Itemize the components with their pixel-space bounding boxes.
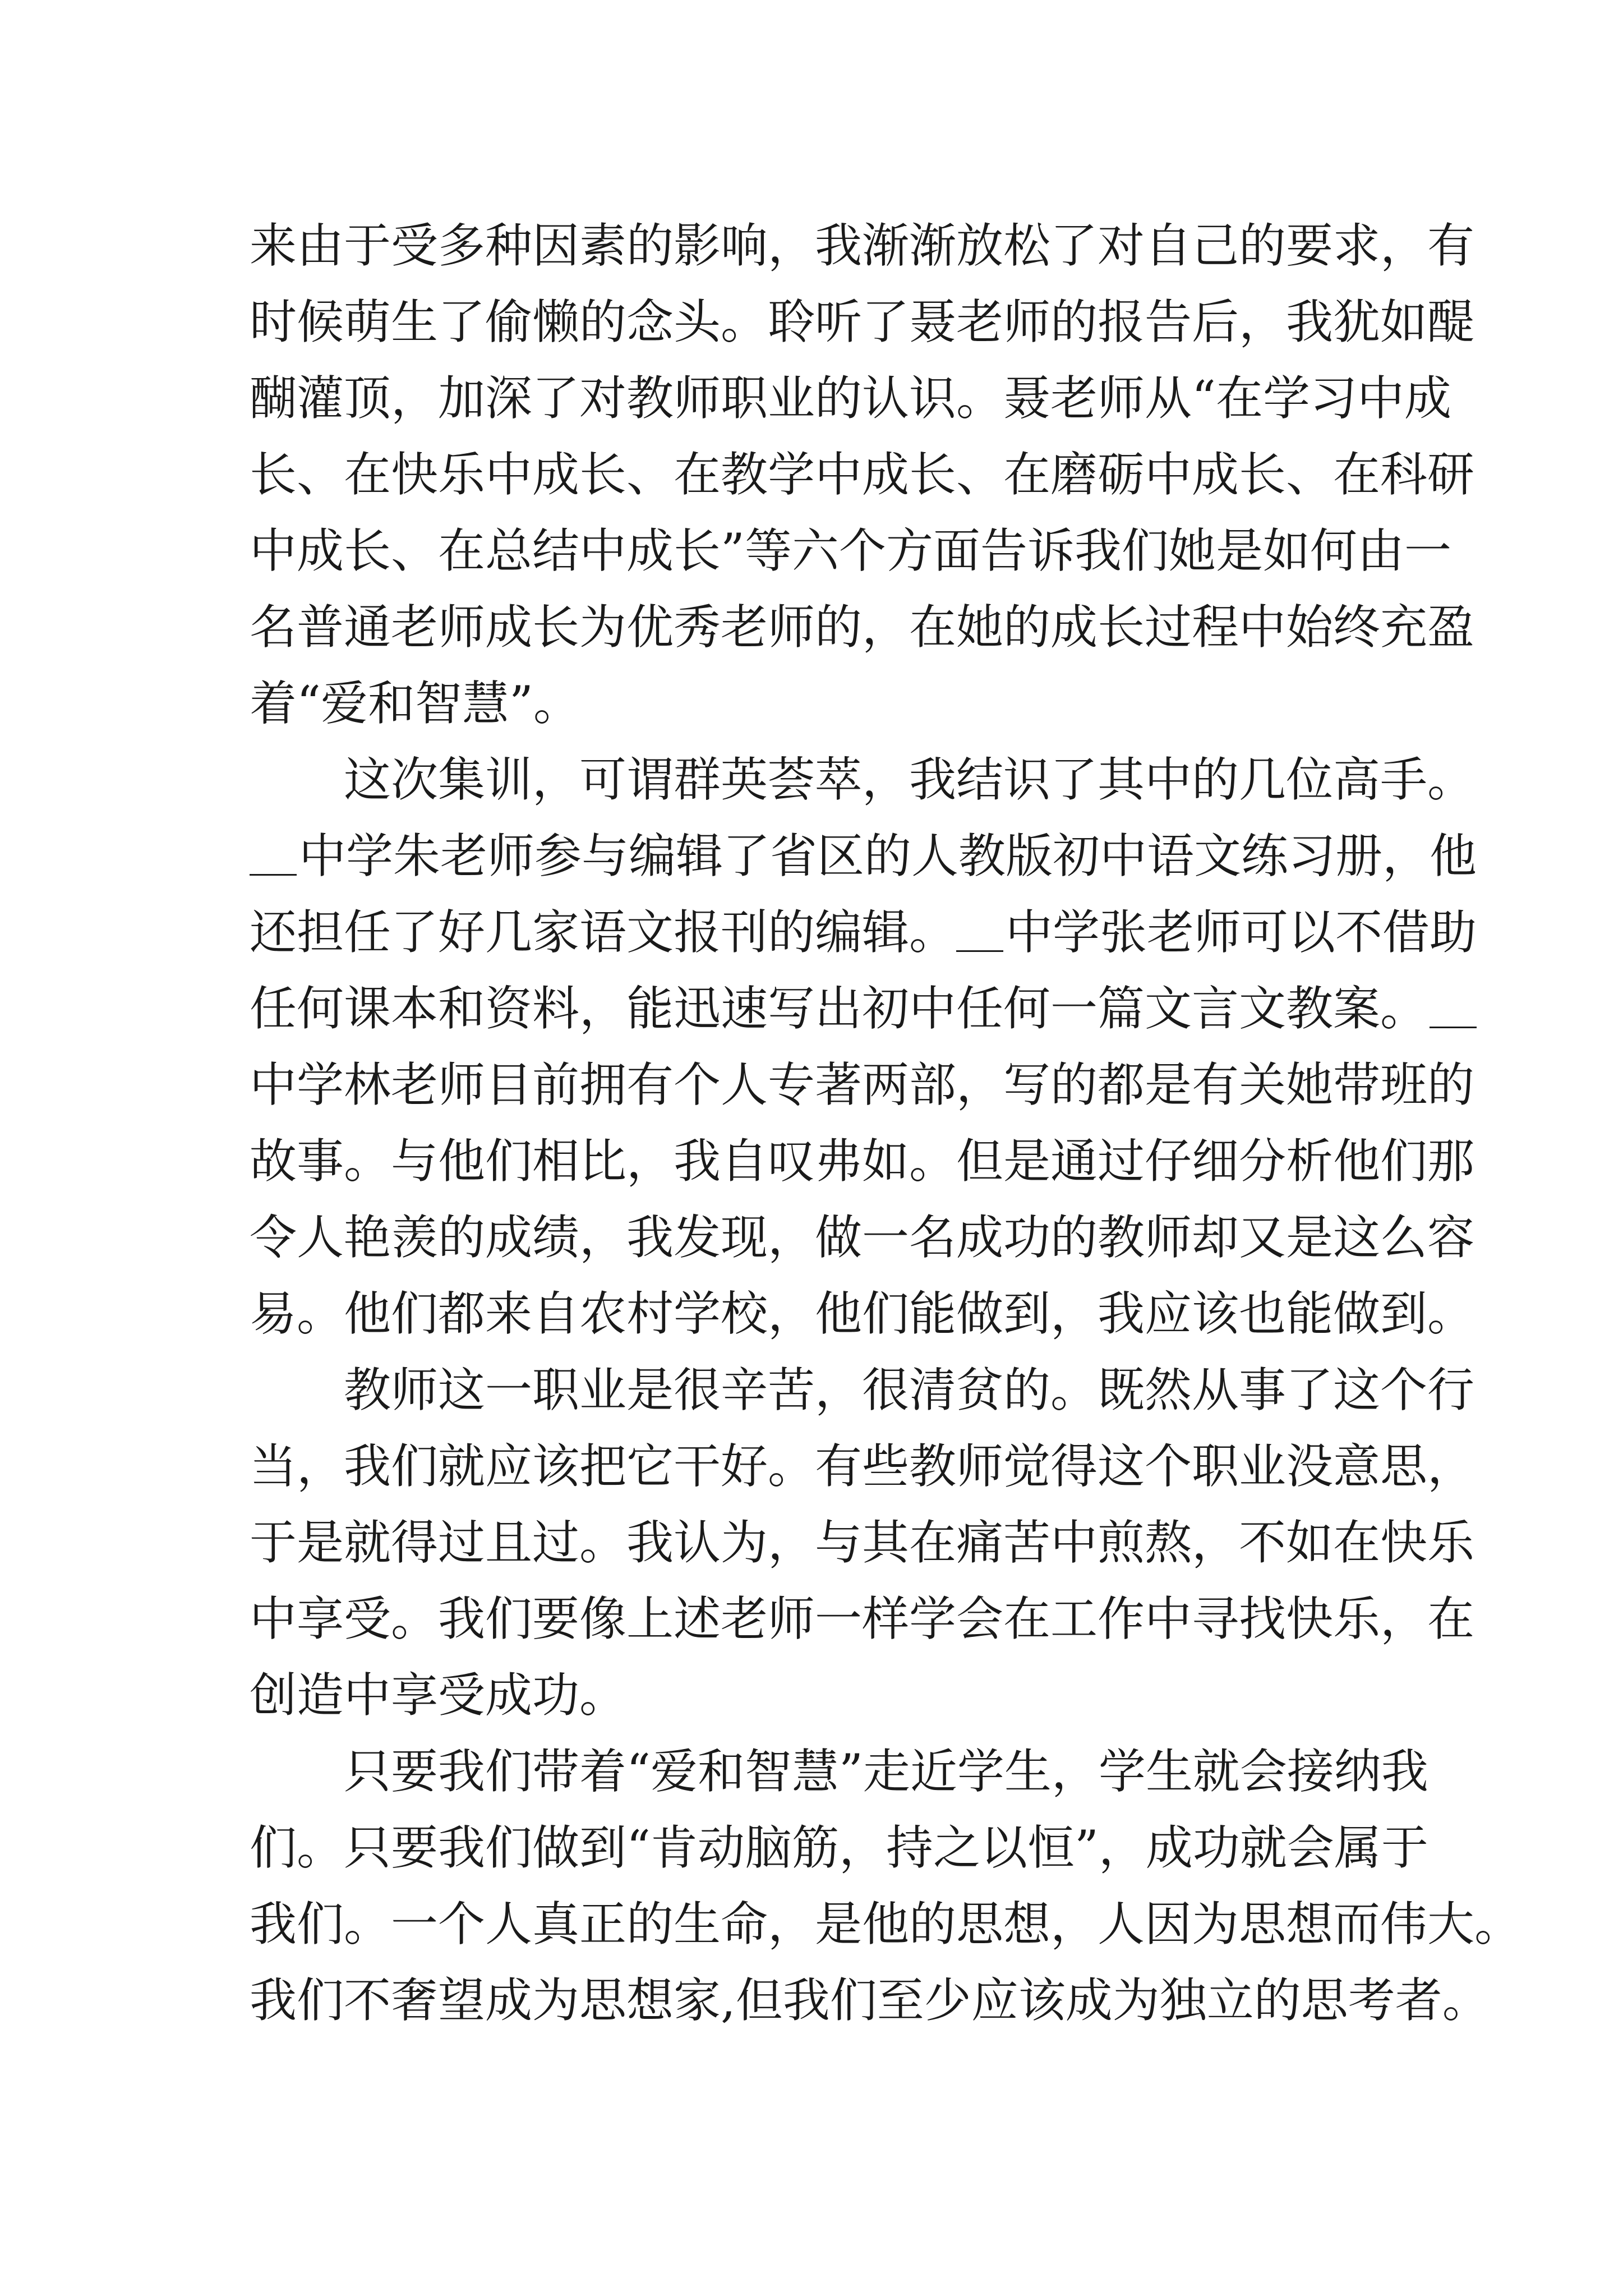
text-line: 这次集训，可谓群英荟萃，我结识了其中的几位高手。 [344,752,1475,807]
fill-in-blank [1430,979,1477,1028]
text-line: 醐灌顶，加深了对教师职业的认识。聂老师从“在学习中成 [250,371,1451,426]
text-line: 们。只要我们做到“肯动脑筋，持之以恒”，成功就会属于 [250,1820,1428,1875]
text-segment: 中学朱老师参与编辑了省区的人教版初中语文练习册，他 [299,829,1477,884]
text-line: 我们不奢望成为思想家,但我们至少应该成为独立的思考者。 [250,1973,1490,2028]
text-line: 长、在快乐中成长、在教学中成长、在磨砺中成长、在科研 [250,447,1475,502]
text-line: 当，我们就应该把它干好。有些教师觉得这个职业没意思， [250,1439,1475,1494]
text-line: 令人艳羡的成绩，我发现，做一名成功的教师却又是这么容 [250,1210,1475,1265]
fill-in-blank [250,827,297,876]
text-segment: 还担任了好几家语文报刊的编辑。 [250,905,957,960]
text-line: 只要我们带着“爱和智慧”走近学生，学生就会接纳我 [344,1744,1428,1799]
text-line: 我们。一个人真正的生命，是他的思想，人因为思想而伟大。 [250,1897,1522,1952]
text-line: 中成长、在总结中成长”等六个方面告诉我们她是如何由一 [250,523,1451,578]
body-text [250,208,1522,2039]
text-line: 故事。与他们相比，我自叹弗如。但是通过仔细分析他们那 [250,1134,1475,1189]
text-segment: 中学张老师可以不借助 [1006,905,1477,960]
text-line [250,818,1477,894]
text-line: 时候萌生了偷懒的念头。聆听了聂老师的报告后，我犹如醍 [250,295,1475,349]
text-line: 中学林老师目前拥有个人专著两部，写的都是有关她带班的 [250,1057,1475,1112]
text-line [250,894,1477,970]
text-line: 教师这一职业是很辛苦，很清贫的。既然从事了这个行 [344,1363,1475,1418]
text-line: 来由于受多种因素的影响，我渐渐放松了对自己的要求，有 [250,218,1475,273]
text-line: 着“爱和智慧”。 [250,676,580,731]
text-line: 易。他们都来自农村学校，他们能做到，我应该也能做到。 [250,1286,1475,1341]
text-line [250,970,1428,1047]
text-line: 于是就得过且过。我认为，与其在痛苦中煎熬，不如在快乐 [250,1515,1475,1570]
text-line: 名普通老师成长为优秀老师的，在她的成长过程中始终充盈 [250,600,1475,655]
fill-in-blank [956,903,1003,952]
text-line: 中享受。我们要像上述老师一样学会在工作中寻找快乐，在 [250,1591,1475,1646]
text-line: 创造中享受成功。 [250,1668,627,1723]
text-segment: 任何课本和资料，能迅速写出初中任何一篇文言文教案。 [250,981,1428,1036]
